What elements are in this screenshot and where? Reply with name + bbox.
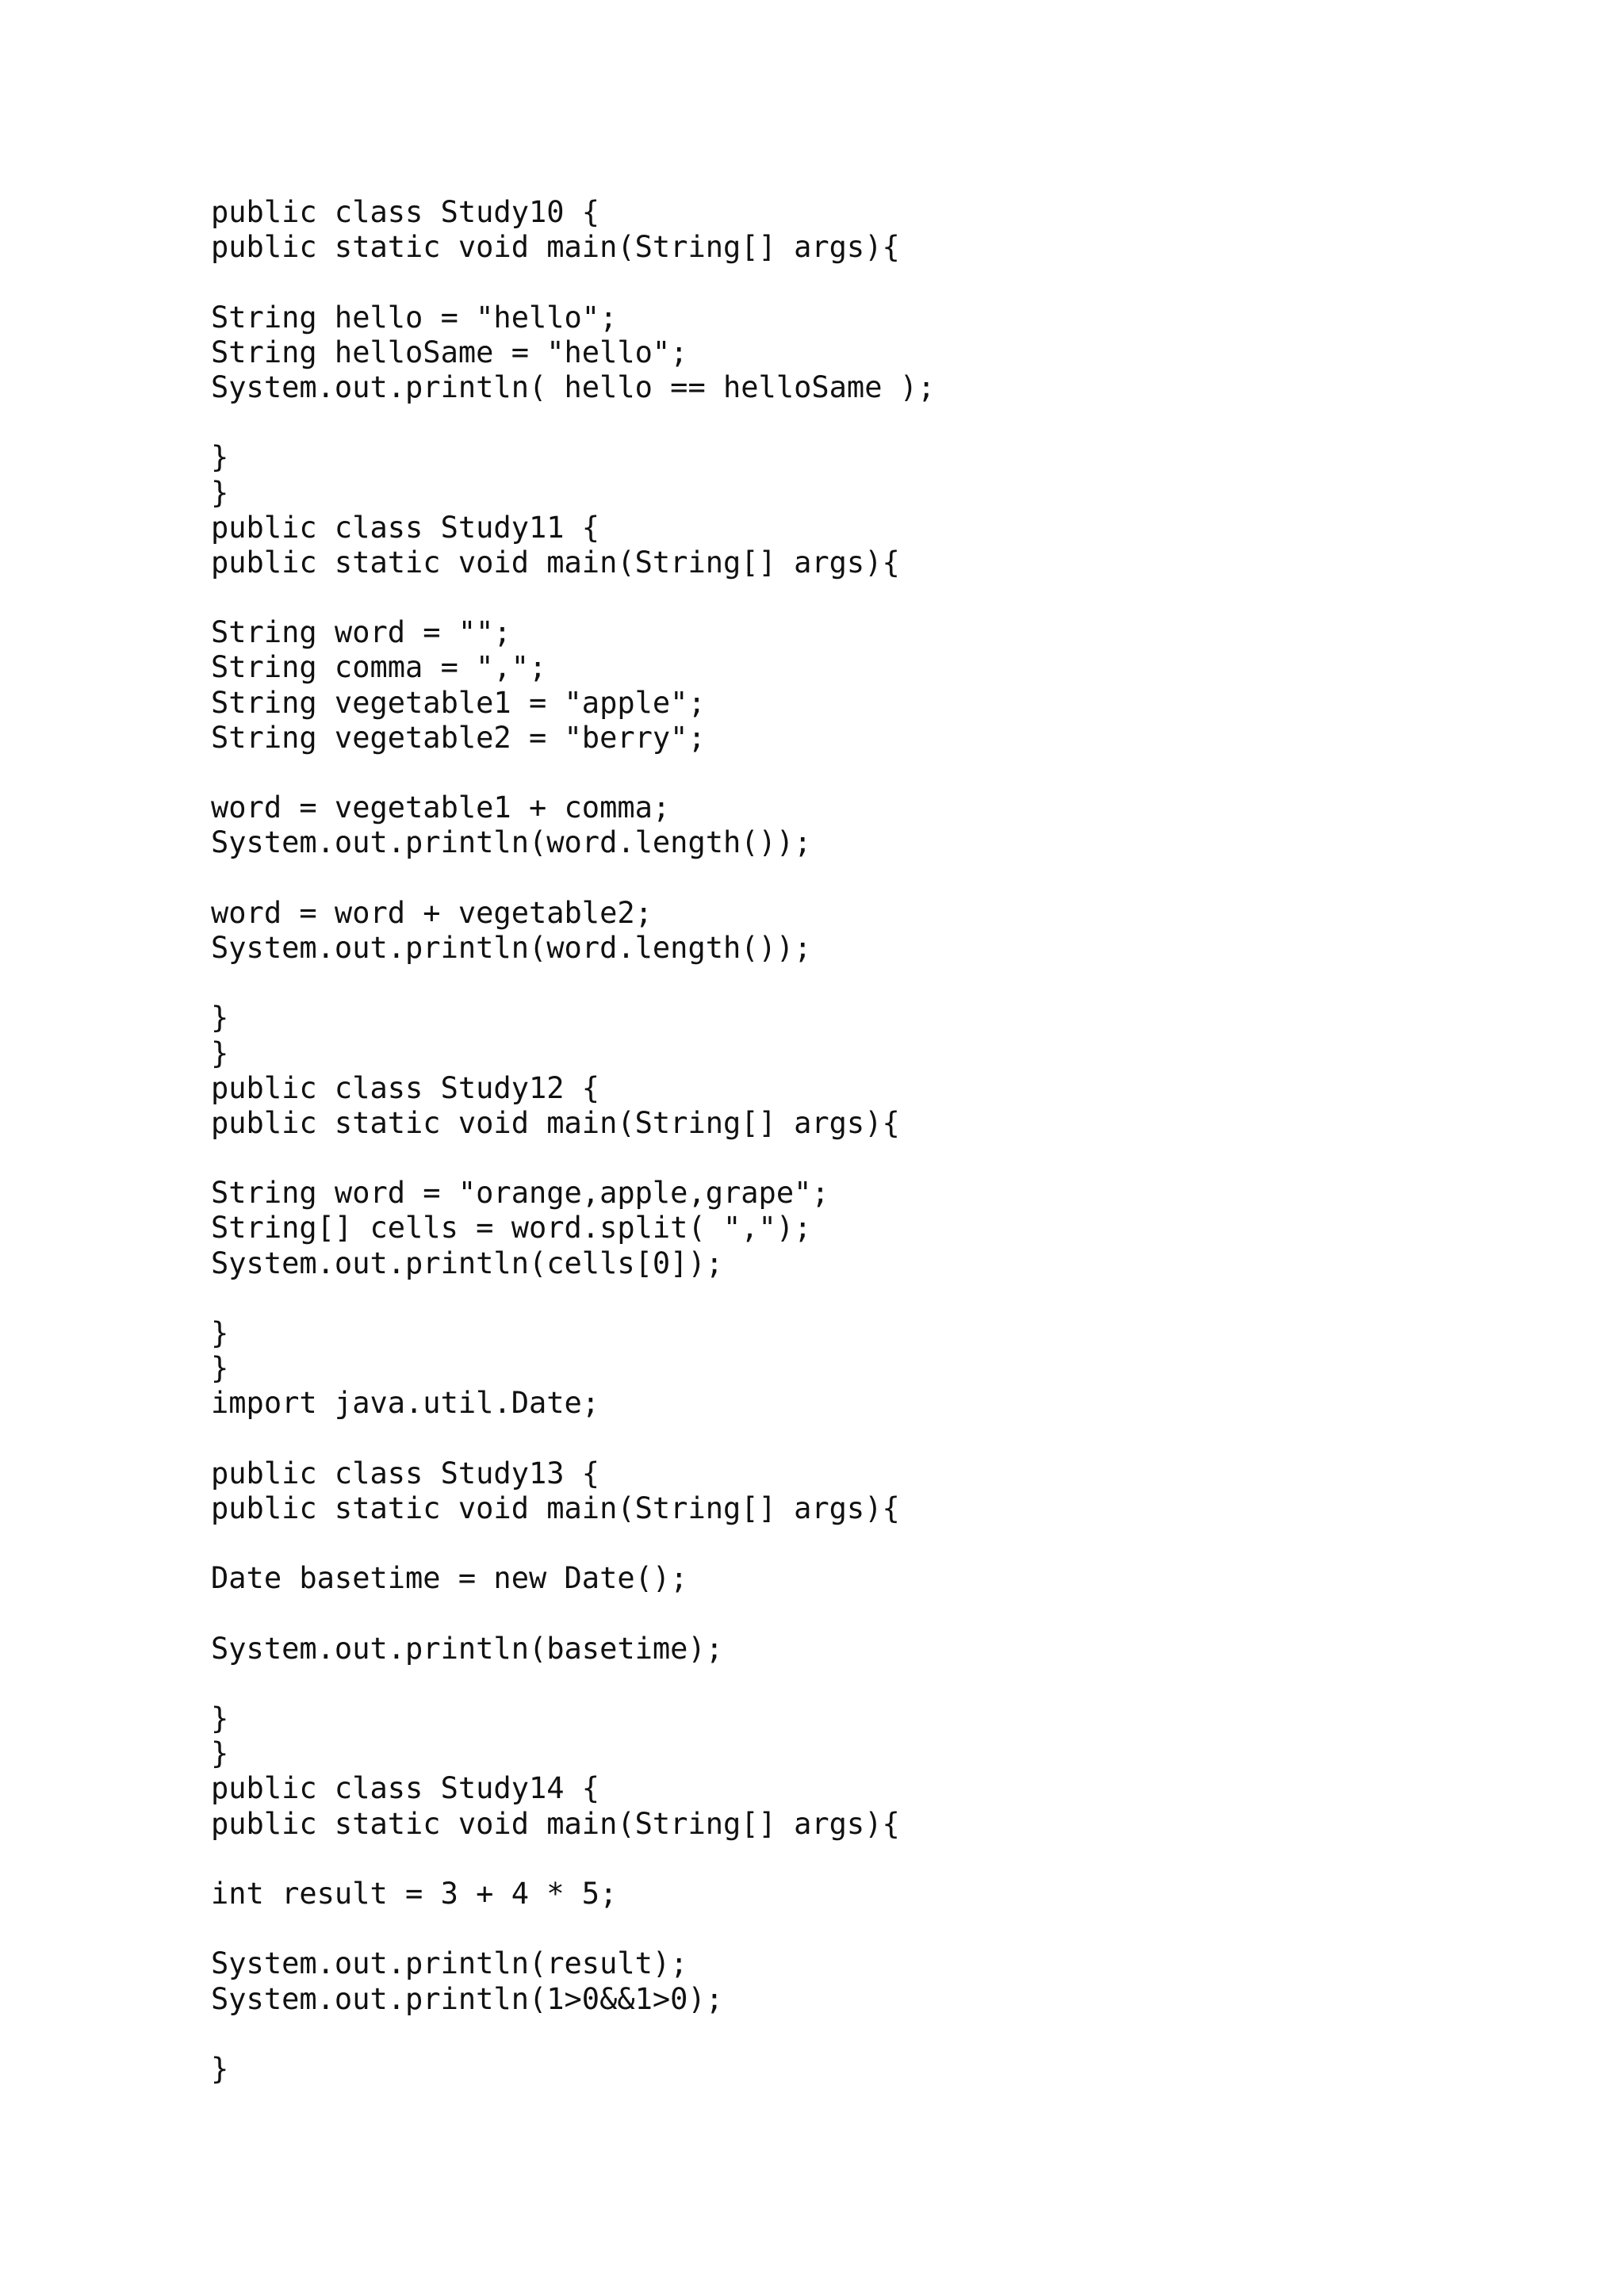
code-line: System.out.println(result);: [211, 1946, 688, 1981]
code-line: public class Study11 {: [211, 510, 600, 545]
code-line: public static void main(String[] args){: [211, 230, 900, 265]
blank-line: [211, 756, 935, 790]
code-line: public class Study12 {: [211, 1070, 600, 1105]
code-line: String vegetable1 = "apple";: [211, 685, 706, 720]
code-listing: [211, 195, 935, 2087]
code-line: }: [211, 1701, 229, 1736]
blank-line: [211, 1422, 935, 1456]
blank-line: [211, 1281, 935, 1316]
code-line: import java.util.Date;: [211, 1386, 600, 1421]
blank-line: [211, 405, 935, 440]
code-line: public static void main(String[] args){: [211, 545, 900, 580]
code-line: word = vegetable1 + comma;: [211, 790, 671, 825]
blank-line: [211, 2017, 935, 2052]
code-line: }: [211, 1736, 229, 1771]
code-line: Date basetime = new Date();: [211, 1561, 688, 1596]
code-line: String helloSame = "hello";: [211, 335, 688, 369]
code-line: }: [211, 1001, 229, 1035]
code-line: System.out.println(cells[0]);: [211, 1246, 724, 1280]
code-line: public class Study14 {: [211, 1771, 600, 1806]
code-line: }: [211, 440, 229, 475]
code-line: public static void main(String[] args){: [211, 1806, 900, 1841]
blank-line: [211, 1911, 935, 1946]
code-line: public static void main(String[] args){: [211, 1490, 900, 1525]
blank-line: [211, 966, 935, 1001]
code-line: public static void main(String[] args){: [211, 1105, 900, 1140]
blank-line: [211, 1526, 935, 1561]
blank-line: [211, 1597, 935, 1632]
code-line: }: [211, 1316, 229, 1350]
code-line: String[] cells = word.split( ",");: [211, 1211, 812, 1246]
code-line: String comma = ",";: [211, 650, 547, 685]
blank-line: [211, 1141, 935, 1176]
code-line: System.out.println(word.length());: [211, 930, 812, 965]
code-line: System.out.println(1>0&&1>0);: [211, 1981, 724, 2016]
blank-line: [211, 1842, 935, 1877]
blank-line: [211, 1667, 935, 1701]
code-line: }: [211, 2051, 229, 2086]
code-line: public class Study10 {: [211, 195, 600, 229]
code-line: }: [211, 1351, 229, 1386]
code-line: System.out.println(basetime);: [211, 1631, 724, 1666]
code-line: System.out.println(word.length());: [211, 825, 812, 860]
code-line: public class Study13 {: [211, 1456, 600, 1490]
code-line: String word = "orange,apple,grape";: [211, 1176, 829, 1211]
code-line: }: [211, 1035, 229, 1070]
code-line: System.out.println( hello == helloSame );: [211, 369, 936, 404]
code-line: String vegetable2 = "berry";: [211, 720, 706, 755]
blank-line: [211, 580, 935, 615]
blank-line: [211, 861, 935, 896]
blank-line: [211, 265, 935, 300]
code-line: String word = "";: [211, 615, 511, 650]
code-line: word = word + vegetable2;: [211, 895, 653, 930]
code-line: String hello = "hello";: [211, 300, 618, 335]
code-line: }: [211, 475, 229, 510]
code-line: int result = 3 + 4 * 5;: [211, 1877, 618, 1911]
